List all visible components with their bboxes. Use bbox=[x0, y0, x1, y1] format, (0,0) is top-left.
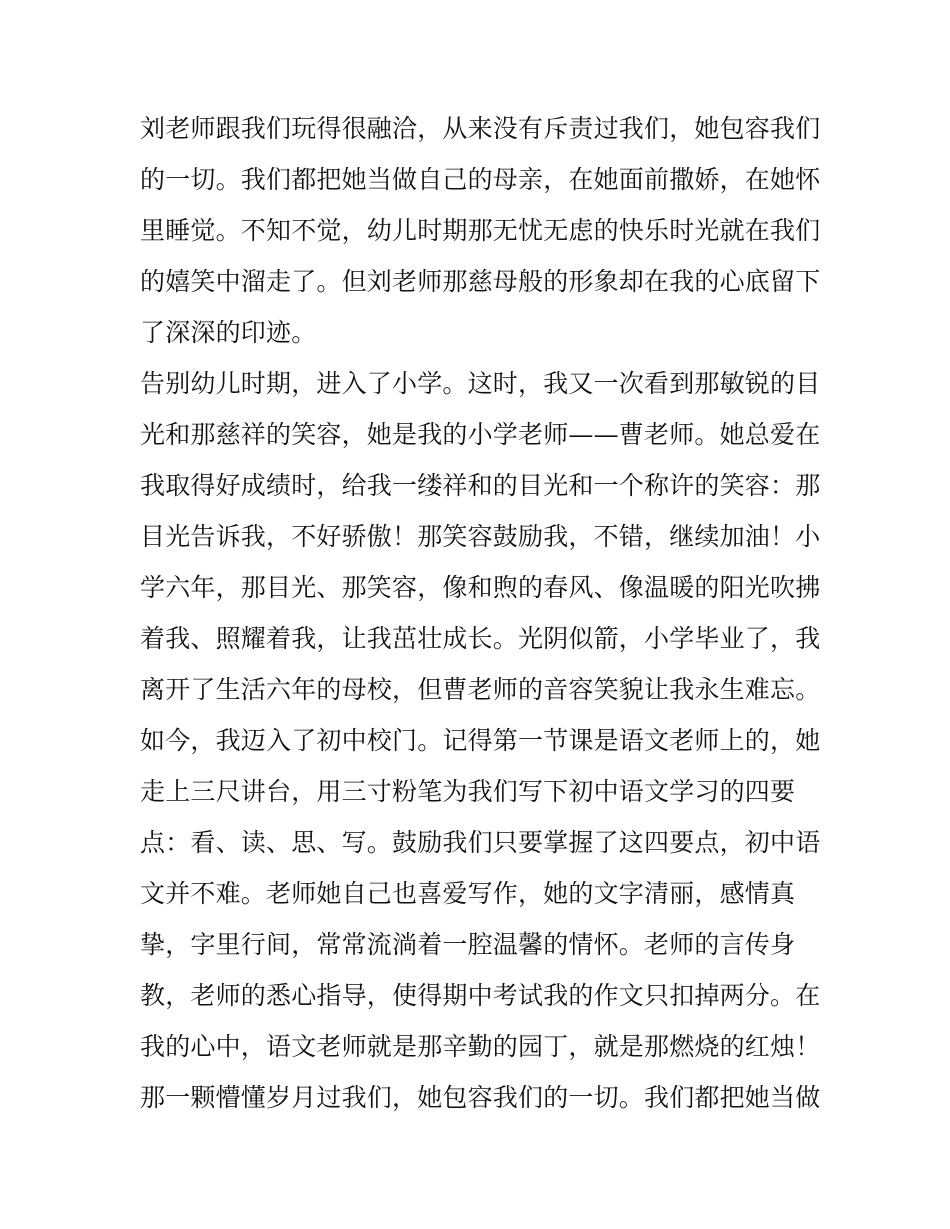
text-line: 文并不难。老师她自己也喜爱写作，她的文字清丽，感情真 bbox=[140, 879, 796, 908]
text-line: 光和那慈祥的笑容，她是我的小学老师——曹老师。她总爱在 bbox=[140, 420, 821, 449]
text-line: 学六年，那目光、那笑容，像和煦的春风、像温暖的阳光吹拂 bbox=[140, 573, 821, 602]
text-line: 目光告诉我，不好骄傲！那笑容鼓励我，不错，继续加油！小 bbox=[140, 522, 821, 551]
text-line: 着我、照耀着我，让我茁壮成长。光阴似箭，小学毕业了，我 bbox=[140, 624, 821, 653]
text-line: 教，老师的悉心指导，使得期中考试我的作文只扣掉两分。在 bbox=[140, 981, 821, 1010]
text-line: 的嬉笑中溜走了。但刘老师那慈母般的形象却在我的心底留下 bbox=[140, 267, 821, 296]
text-line: 我取得好成绩时，给我一缕祥和的目光和一个称许的笑容：那 bbox=[140, 471, 821, 500]
text-line: 告别幼儿时期，进入了小学。这时，我又一次看到那敏锐的目 bbox=[140, 369, 821, 398]
text-line: 离开了生活六年的母校，但曹老师的音容笑貌让我永生难忘。 bbox=[140, 675, 821, 704]
text-line: 的一切。我们都把她当做自己的母亲，在她面前撒娇，在她怀 bbox=[140, 165, 821, 194]
text-line: 那一颗懵懂岁月过我们，她包容我们的一切。我们都把她当做 bbox=[140, 1083, 821, 1112]
text-line: 了深深的印迹。 bbox=[140, 318, 317, 347]
text-line: 挚，字里行间，常常流淌着一腔温馨的情怀。老师的言传身 bbox=[140, 930, 796, 959]
text-line: 刘老师跟我们玩得很融洽，从来没有斥责过我们，她包容我们 bbox=[140, 114, 821, 143]
text-line: 我的心中，语文老师就是那辛勤的园丁，就是那燃烧的红烛！ bbox=[140, 1032, 821, 1061]
text-line: 走上三尺讲台，用三寸粉笔为我们写下初中语文学习的四要 bbox=[140, 777, 796, 806]
text-line: 里睡觉。不知不觉，幼儿时期那无忧无虑的快乐时光就在我们 bbox=[140, 216, 821, 245]
text-line: 如今，我迈入了初中校门。记得第一节课是语文老师上的，她 bbox=[140, 726, 821, 755]
text-line: 点：看、读、思、写。鼓励我们只要掌握了这四要点，初中语 bbox=[140, 828, 821, 857]
